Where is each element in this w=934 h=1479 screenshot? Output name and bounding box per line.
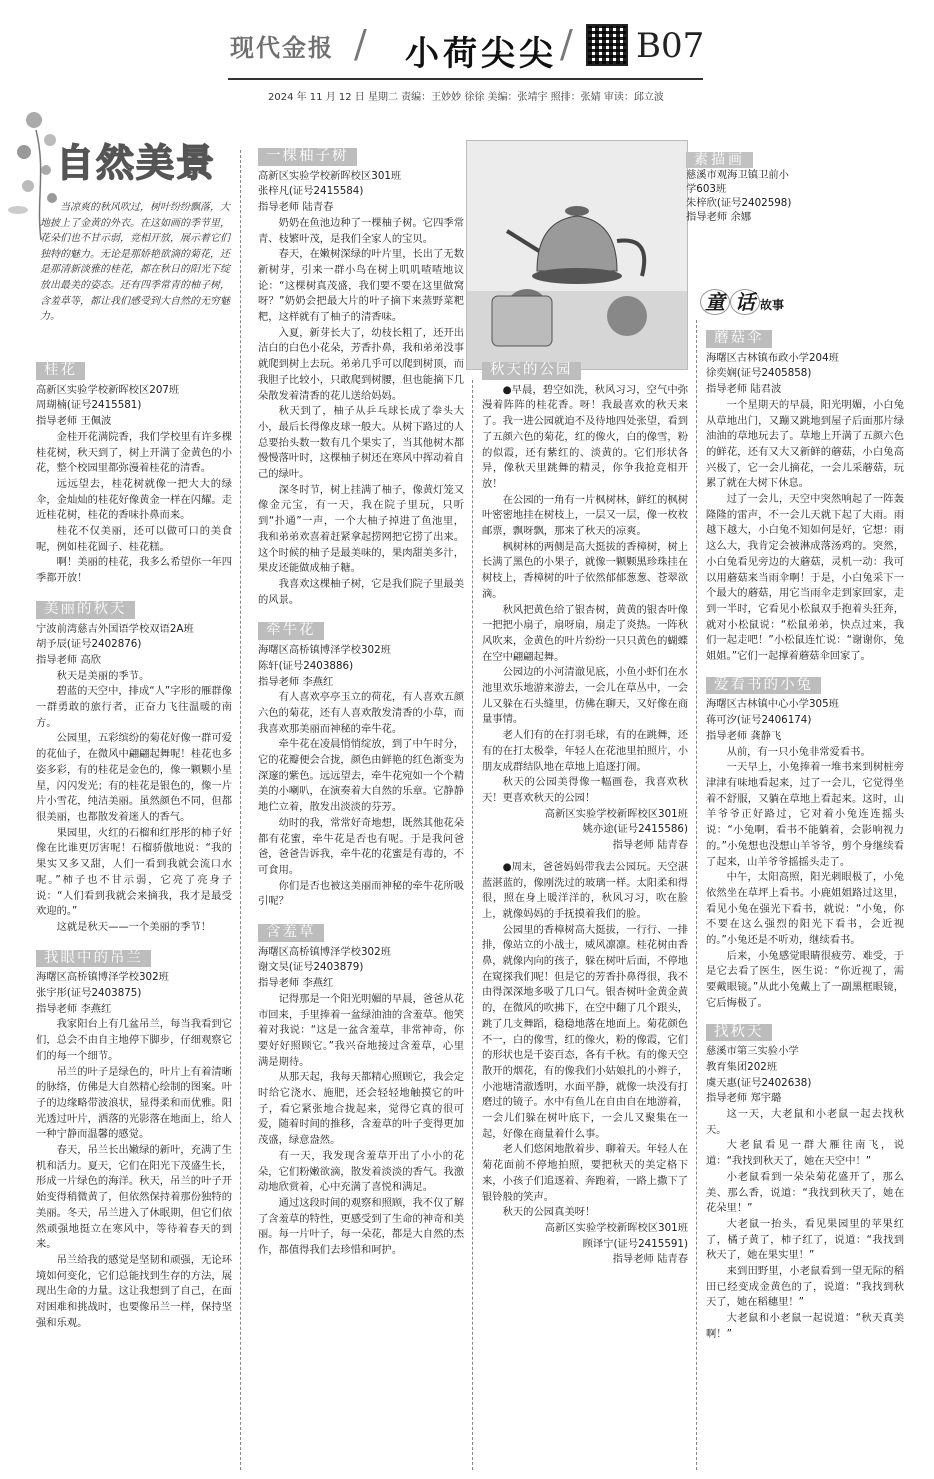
author: 虞天惠(证号2402638) (706, 1076, 812, 1089)
author: 胡予辰(证号2402876) (36, 638, 142, 651)
newspaper-brand: 现代金报 (230, 34, 334, 62)
author: 姚亦途(证号2415586) (582, 823, 688, 836)
paragraph: 大老鼠一抬头，看见果园里的苹果红了，橘子黄了，柿子红了，说道：“我找到秋天了，她在果实里！” (706, 1217, 904, 1262)
school: 宁波前湾慈吉外国语学校双语2A班 (36, 622, 194, 635)
tonghua-char: 话 (730, 289, 760, 315)
paragraph: 远远望去，桂花树就像一把大大的绿伞，金灿灿的桂花好像黄金一样在闪耀。走近桂花树，桂花的香味扑鼻而来。 (36, 477, 232, 522)
article-title: 桂花 (36, 362, 85, 380)
article-aikanshu (706, 677, 904, 1012)
school: 慈溪市观海卫镇卫前小学603班 (686, 169, 789, 195)
paragraph: 小老鼠看到一朵朵菊花盛开了，那么美、那么香，说道：“我找到秋天了，她在花朵里！” (706, 1170, 904, 1215)
school: 海曙区高桥镇博泽学校302班 (258, 644, 391, 657)
section-name: 小荷尖尖 (405, 34, 557, 74)
school: 海曙区古林镇中心小学305班 (706, 698, 839, 711)
teacher: 指导老师 龚静飞 (706, 729, 782, 742)
article-diaolan (36, 950, 232, 1332)
article-youzishu (258, 148, 464, 608)
article-title: 找秋天 (706, 1024, 772, 1042)
teacher: 指导老师 李燕红 (258, 977, 334, 990)
article-title: 蘑菇伞 (706, 330, 772, 348)
author: 周瑚楠(证号2415581) (36, 399, 142, 412)
paragraph: 老人们悠闲地散着步、聊着天。年轻人在菊花面前不停地拍照，要把秋天的美定格下来，小孩子们追逐着、奔跑着，一路上撒下了银铃般的笑声。 (482, 1143, 688, 1203)
tonghua-char: 童 (700, 289, 730, 315)
paragraph: 吊兰给我的感觉是坚韧和顽强，无论环境如何变化，它们总能找到生存的方法，展现出生命的力量。这让我想到了自己，在面对困难和挑战时，也要像吊兰一样，保持坚强和乐观。 (36, 1253, 232, 1329)
school-class: 教育集团202班 (706, 1060, 778, 1073)
paragraph: 春天，在嫩树深绿的叶片里，长出了无数新树芽，引来一群小鸟在树上叽叽喳喳地议论：“这棵树真茂盛，我们要不要在这里做窝呀？”奶奶会把最大片的叶子摘下来蒸野菜粑粑，这样就有了柚子的清香味。 (258, 248, 464, 324)
paragraph: ●周末，爸爸妈妈带我去公园玩。天空湛蓝湛蓝的，像刚洗过的玻璃一样。太阳柔和得很，照在身上暖洋洋的，秋风习习，吹在脸上，就像妈妈的手抚摸着我们的脸。 (482, 860, 688, 920)
school: 慈溪市第三实验小学 (706, 1045, 799, 1058)
divider-slash: / (560, 22, 573, 66)
paragraph: 公园里的香樟树高大挺拔，一行行、一排排，像站立的小战士，威风凛凛。桂花树由香鼻，就像内向的孩子，躲在树叶后面，不停地在窥探我们呢！但是它的芳香扑鼻得很，我不由得深深地多吸了几口气。银杏树叶金黄金黄的，在微风的吹拂下，在空中翻了几个跟头，跳了几支舞蹈，稳稳地落在地面上。菊花颜色不一，白的像雪，红的像火，粉的像霞，它们的形状也是千姿百态，各有千秋。有的像天空散开的烟花，有的像我们小姑娘扎的小辫子，小池塘清澈透明，水面平静，就像一块没有打磨过的镜子。水中有鱼儿在自由自在地游着，一会儿们躲在树叶底下，一会儿又聚集在一起，好像在商量着什么事。 (482, 923, 688, 1140)
paragraph: 这就是秋天——一个美丽的季节！ (56, 920, 212, 933)
paragraph: 这一天，大老鼠和小老鼠一起去找秋天。 (706, 1108, 904, 1136)
school: 高新区实验学校新晖校区301班 (544, 1221, 688, 1234)
teacher: 指导老师 陆青春 (612, 1253, 688, 1266)
paragraph: 秋天的公园美得像一幅画卷，我喜欢秋天！更喜欢秋天的公园！ (482, 776, 688, 804)
masthead (0, 0, 934, 103)
paragraph: 啊！美丽的桂花，我多么希望你一年四季都开放！ (36, 556, 232, 585)
paragraph: 过了一会儿，天空中突然响起了一阵轰隆隆的雷声，不一会儿天就下起了大雨。雨越下越大，小白兔不知如何是好，它想：雨这么大，我肯定会被淋成落汤鸡的。突然，小白兔看见旁边的大蘑菇，灵机一动：我可以用蘑菇来当雨伞啊！于是，小白兔采下一个最大的蘑菇，用它当雨伞走到家回家，走到一半时，它看见小松鼠双手抱着头狂奔，就对小松鼠说：“松鼠弟弟，快点过来，我们一起走吧！”小松鼠连忙说：“谢谢你，兔姐姐。”它们一起撑着蘑菇伞回家了。 (706, 493, 904, 663)
paragraph: 秋天的公园真美呀！ (502, 1206, 596, 1219)
qr-code-icon (586, 24, 628, 66)
paragraph: 秋风把黄色给了银杏树，黄黄的银杏叶像一把把小扇子，扇呀扇，扇走了炎热。一阵秋风吹来，金黄色的叶片纷纷一只只黄色的蝴蝶在空中翩翩起舞。 (482, 603, 688, 663)
article-title: 我眼中的吊兰 (36, 950, 151, 968)
article-moguzan (706, 330, 904, 665)
paragraph: 在公园的一角有一片枫树林，鲜红的枫树叶密密地挂在树枝上，一层又一层，像一枚枚邮票，飘呀飘，那来了秋天的凉爽。 (482, 493, 688, 538)
teacher: 指导老师 陆青春 (612, 839, 688, 852)
paragraph: 从前，有一只小兔非常爱看书。 (726, 745, 871, 758)
column-divider (472, 380, 473, 1470)
teacher: 指导老师 陆君波 (706, 383, 782, 396)
teacher: 指导老师 陆青春 (258, 201, 334, 214)
fairy-tale-header (700, 286, 784, 315)
column-3 (482, 362, 688, 1268)
author: 陈轩(证号2403886) (258, 659, 354, 672)
paragraph: 通过这段时间的观察和照顾，我不仅了解了含羞草的特性，更感受到了生命的神奇和美丽。每一片叶子，每一朵花，都是大自然的杰作，都值得我们去珍惜和呵护。 (258, 1197, 464, 1257)
paragraph: 春天，吊兰长出嫩绿的新叶，充满了生机和活力。夏天，它们在阳光下茂盛生长，形成一片绿色的海洋。秋天，吊兰的叶子开始变得稍微黄了，但依然保持着那份独特的美丽。冬天，吊兰进入了休眠期，但它们依然顽强地挺立在寒风中，等待着春天的到来。 (36, 1144, 232, 1251)
paragraph: 大老鼠和小老鼠一起说道：“秋天真美啊！” (706, 1312, 904, 1340)
paragraph: 枫树林的两侧是高大挺拔的香樟树，树上长满了黑色的小果子，就像一颗颗黑珍珠挂在树枝上，香樟树的叶子依然郁郁葱葱、苍翠欲滴。 (482, 540, 688, 600)
divider-slash: / (354, 22, 367, 66)
column-intro: 当凉爽的秋风吹过，树叶纷纷飘落，大地披上了金黄的外衣。在这如画的季节里，花朵们也不甘示弱，竞相开放，展示着它们独特的魅力。无论是那娇艳欲滴的菊花，还是那清新淡雅的桂花，都在秋日的阳光下绽放出最美的姿态。还有四季常青的柚子树，含羞草等，都让我们感受到大自然的无穷魅力。 (40, 202, 230, 323)
teacher: 指导老师 王佩波 (36, 415, 112, 428)
sketch-drawing-image (466, 140, 688, 370)
paragraph: 大老鼠看见一群大雁往南飞，说道：“我找到秋天了，她在天空中！” (706, 1139, 904, 1168)
header-rule (228, 78, 703, 80)
paragraph: 有人喜欢亭亭玉立的荷花，有人喜欢五颜六色的菊花，还有人喜欢散发清香的小草，而我喜欢那美丽而神秘的牵牛花。 (258, 691, 464, 735)
teacher: 指导老师 李燕红 (258, 675, 334, 688)
author: 徐奕娴(证号2405858) (706, 367, 812, 380)
article-title: 素描画 (686, 152, 753, 168)
article-guihua (36, 362, 232, 587)
paragraph: 来到田野里，小老鼠看到一望无际的稻田已经变成金黄色的了，说道：“我找到秋天了，她在稻穗里！” (706, 1265, 904, 1309)
paragraph: 秋天是美丽的季节。 (56, 669, 150, 682)
paragraph: 我喜欢这棵柚子树，它是我们院子里最美的风景。 (258, 577, 464, 606)
paragraph: ●早晨，碧空如洗，秋风习习，空气中弥漫着阵阵的桂花香。呀！我最喜欢的秋天来了。我一进公园就迫不及待地四处张望，看到了五颜六色的菊花，红的像火，白的像雪，粉的似霞，还有紫红的、淡黄的。它们形状各异，像秋天里跳舞的精灵，你争我抢竞相开放！ (482, 383, 688, 490)
page-code: B07 (636, 26, 705, 66)
paragraph: 有一天，我发现含羞草开出了小小的花朵，它们粉嫩欲滴，散发着淡淡的香气。我激动地欣赏着，心中充满了喜悦和满足。 (258, 1149, 464, 1194)
author: 朱梓欣(证号2402598) (686, 197, 792, 209)
paragraph: 你们是否也被这美丽而神秘的牵牛花所吸引呢？ (258, 879, 464, 908)
paragraph: 我家阳台上有几盆吊兰，每当我看到它们，总会不由自主地停下脚步，仔细观察它们的每一个细节。 (36, 1018, 232, 1062)
article-title: 秋天的公园 (482, 362, 581, 380)
article-title: 爱看书的小兔 (706, 677, 821, 695)
column-4 (706, 330, 904, 1343)
article-title: 美丽的秋天 (36, 601, 135, 619)
paragraph: 记得那是一个阳光明媚的早晨，爸爸从花市回来，手里捧着一盆绿油油的含羞草。他笑着对我说：“这是一盆含羞草，非常神奇，你要好好照顾它。”我兴奋地接过含羞草，心里满是期待。 (258, 992, 464, 1068)
teacher: 指导老师 高欣 (36, 653, 102, 666)
author: 蒋可汐(证号2406174) (706, 714, 812, 727)
author: 谢文昊(证号2403879) (258, 961, 364, 974)
paragraph: 一天早上，小兔捧着一堆书来到树桩旁津津有味地看起来，过了一会儿，它觉得坐着不舒服，又躺在草地上看起来。这时，山羊爷爷正好路过，它对着小兔连连摇头说：“小兔啊，看书不能躺着，会影响视力的。”小兔想也没想山羊爷爷，剪个身继续看了起来，山羊爷爷摇摇头走了。 (706, 761, 904, 868)
article-hanxiucao (258, 924, 464, 1259)
credits-line: 2024 年 11 月 12 日 星期二 责编：王妙妙 徐徐 美编：张靖宇 照排：张婧 审读：邱立波 (268, 92, 664, 103)
column-1 (36, 362, 232, 1331)
paragraph: 公园边的小河清澈见底，小鱼小虾们在水池里欢乐地游来游去，一会儿在草丛中，一会儿又躲在石头缝里，仿佛在聊天，又好像在商量事情。 (482, 666, 688, 726)
paragraph: 吊兰的叶子是绿色的，叶片上有着清晰的脉络，仿佛是大自然精心绘制的图案。叶子的边缘略带波浪状，显得柔和而优雅。阳光透过叶片，洒落的光影落在地面上，给人一种宁静而温馨的感觉。 (36, 1065, 232, 1141)
paragraph: 牵牛花在凌晨悄悄绽放，到了中午时分，它的花瓣便会合拢，颜色由鲜艳的红色渐变为深邃的紫色。远远望去，牵牛花宛如一个个精美的小喇叭，在演奏着大自然的乐章。它静静地伫立着，散发出淡淡的芬芳。 (258, 738, 464, 814)
paragraph: 碧蓝的天空中，排成“人”字形的雁群像一群勇敢的旅行者，正奋力飞往温暖的南方。 (36, 685, 233, 729)
article-qiutian-gongyuan (482, 362, 688, 1268)
article-meili-qiutian (36, 601, 232, 936)
paragraph: 公园里，五彩缤纷的菊花好像一群可爱的花仙子，在微风中翩翩起舞呢！桂花也多姿多彩，有的桂花是金色的，像一颗颗小星星，闪闪发光；有的桂花是银色的，像一片片小雪花，纯洁美丽。虽然颜色不同，但都很美丽，也都散发着迷人的香气。 (36, 732, 232, 823)
author: 顾译宁(证号2415591) (582, 1237, 688, 1250)
paragraph: 从那天起，我每天都精心照顾它，我会定时给它浇水、施肥，还会轻轻地触摸它的叶子，看它紧张地合拢起来，觉得它真的很可爱，随着时间的推移，含羞草的叶子变得更加茂盛，绿意盎然。 (258, 1071, 464, 1147)
paragraph: 入夏，新芽长大了，幼枝长粗了，还开出洁白的白色小花朵，芳香扑鼻，我和弟弟没事就爬到树上去玩。弟弟几乎可以爬到树顶，而我胆子比较小，只敢爬到树腰，但也能摘下几朵散发着清香的花儿送给妈妈。 (258, 326, 464, 402)
school: 高新区实验学校新晖校区301班 (544, 807, 688, 820)
paragraph: 后来，小兔感觉眼睛很疲劳、难受，于是它去看了医生，医生说：“你近视了，需要戴眼镜。”从此小兔戴上了一副黑框眼镜，它后悔极了。 (706, 949, 904, 1009)
author: 张梓凡(证号2415584) (258, 185, 364, 198)
paragraph: 奶奶在鱼池边种了一棵柚子树。它四季常青、枝繁叶茂，是我们全家人的宝贝。 (258, 216, 464, 245)
article-title: 牵牛花 (258, 622, 324, 640)
sketch-caption (686, 152, 796, 224)
teacher: 指导老师 余娜 (686, 211, 752, 223)
school: 高新区实验学校新晖校区207班 (36, 383, 180, 396)
teacher: 指导老师 郑宇璐 (706, 1092, 782, 1105)
paragraph: 桂花不仅美丽，还可以做可口的美食呢，例如桂花圆子、桂花糕。 (36, 525, 232, 553)
paragraph: 深冬时节，树上挂满了柚子，像黄灯笼又像金元宝，有一天，我在院子里玩，只听到“扑通”一声，一个大柚子掉进了鱼池里，我和弟弟欢喜着赶紧拿起捞网把它捞了出来。这个时候的柚子是最美味的，果肉甜美多汁，果皮还能做成柚子糖。 (258, 483, 464, 575)
paragraph: 果园里，火红的石榴和红彤彤的柿子好像在比谁更厉害呢！石榴骄傲地说：“我的果实又多又甜，人们一看到我就会流口水呢。”柿子也不甘示弱，它亮了亮身子说：“人们看到我就会来摘我，我才是最受欢迎的。” (36, 826, 232, 918)
school: 海曙区高桥镇博泽学校302班 (36, 971, 169, 984)
article-title: 含羞草 (258, 924, 324, 942)
teacher: 指导老师 李燕红 (36, 1002, 112, 1015)
column-title: 自然美景 (56, 140, 217, 185)
school: 海曙区高桥镇博泽学校302班 (258, 945, 391, 958)
article-zhaoqiutian (706, 1024, 904, 1343)
column-divider (240, 150, 241, 1470)
paragraph: 中午，太阳高照，阳光刺眼极了，小兔依然坐在草坪上看书。小鹿姐姐路过这里，看见小兔在强光下看书，就说：“小兔，你不要在这么强烈的阳光下看书，会近视的。”小兔还是不听劝，继续看书。 (706, 871, 904, 947)
article-qianniuhua (258, 622, 464, 910)
gushi-label: 故事 (760, 298, 785, 312)
paragraph: 金桂开花满院香，我们学校里有许多棵桂花树，秋天到了，树上开满了金黄色的小花，整个校园里都弥漫着桂花的清香。 (36, 430, 232, 475)
school: 海曙区古林镇布政小学204班 (706, 351, 839, 364)
paragraph: 一个星期天的早晨，阳光明媚，小白兔从草地出门，又蹦又跳地到屋子后面那片绿油油的草地玩去了。草地上开满了五颜六色的鲜花，还有又大又新鲜的蘑菇，小白兔高兴极了，它一会儿摘花，一会儿采蘑菇，玩累了就在大树下休息。 (706, 398, 904, 490)
school: 高新区实验学校新晖校区301班 (258, 169, 402, 182)
paragraph: 秋天到了，柚子从乒乓球长成了拳头大小，最后长得像皮球一般大。从树下路过的人总要抬头数一数有几个果实了，当其他树木都慢慢落叶时，这棵柚子树还在寒风中挥动着自己的绿叶。 (258, 405, 464, 481)
column-2 (258, 148, 464, 1259)
author: 张宇彤(证号2403875) (36, 987, 142, 1000)
paragraph: 老人们有的在打羽毛球，有的在跳舞，还有的在打太极拳，年轻人在花池里拍照片，小朋友成群结队地在草地上追逐打闹。 (482, 729, 688, 773)
article-title: 一棵柚子树 (258, 148, 357, 166)
column-divider (696, 320, 697, 1470)
paragraph: 幼时的我，常常好奇地想，既然其他花朵都有花蜜，牵牛花是否也有呢。于是我问爸爸，爸爸告诉我，牵牛花的花蜜是有毒的，不可食用。 (258, 816, 464, 876)
